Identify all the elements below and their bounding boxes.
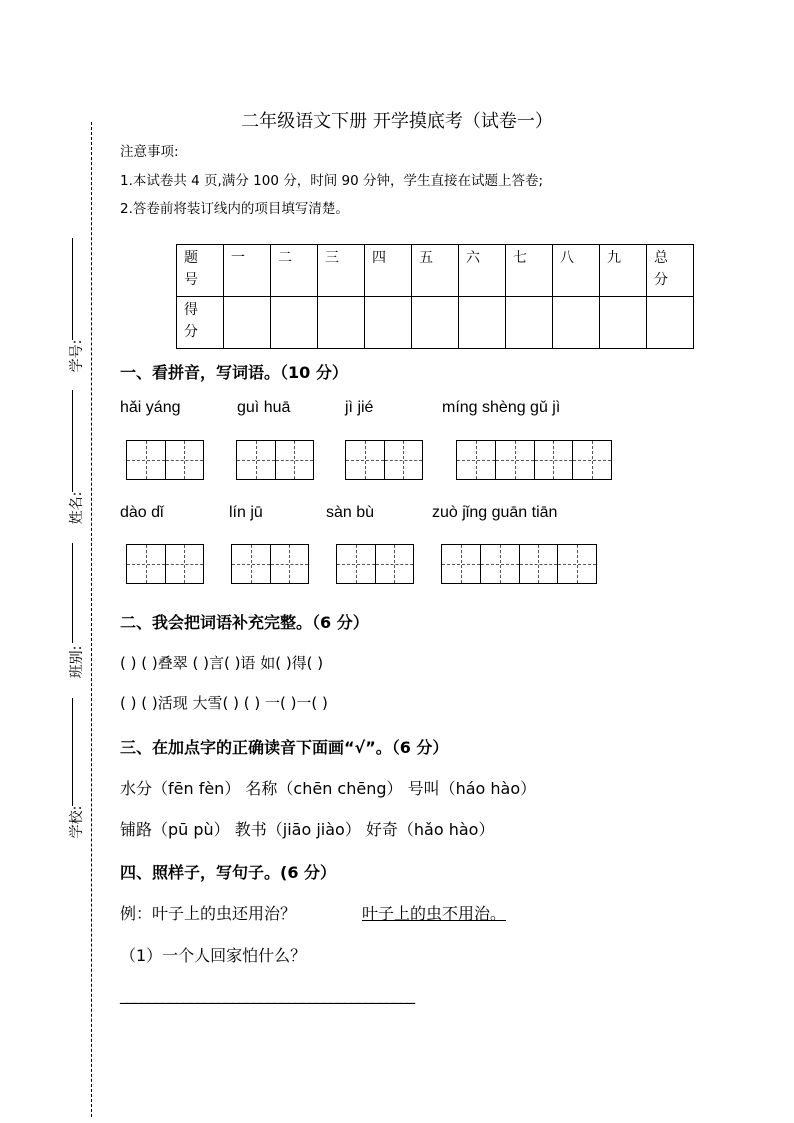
section-3-heading: 三、在加点字的正确读音下面画“√”。（6 分）	[120, 738, 449, 757]
score-header-cell: 八	[553, 245, 600, 297]
writing-box[interactable]	[236, 440, 314, 480]
example-answer: 叶子上的虫不用治。	[362, 904, 507, 923]
pinyin-5: dào dǐ	[120, 504, 164, 521]
score-cell[interactable]	[506, 297, 553, 349]
score-cell[interactable]	[271, 297, 318, 349]
writing-box[interactable]	[126, 440, 204, 480]
section-2-heading: 二、我会把词语补充完整。（6 分）	[120, 613, 369, 632]
notes-heading: 注意事项:	[120, 144, 179, 160]
score-header-cell: 题 号	[177, 245, 224, 297]
section-3-line-1: 水分（fēn fèn） 名称（chēn chēng） 号叫（háo hào）	[120, 779, 537, 798]
score-cell[interactable]	[318, 297, 365, 349]
student-id-rule	[72, 238, 73, 340]
writing-box[interactable]	[441, 544, 597, 584]
writing-box[interactable]	[456, 440, 612, 480]
score-header-cell: 一	[224, 245, 271, 297]
writing-box[interactable]	[231, 544, 309, 584]
score-header-cell: 五	[412, 245, 459, 297]
score-table-header-row	[177, 245, 694, 297]
school-rule	[72, 698, 73, 806]
score-cell[interactable]	[365, 297, 412, 349]
section-2-line-2: ( ) ( )活现 大雪( ) ( ) 一( )一( )	[120, 694, 328, 712]
answer-line[interactable]: __________________________________________	[120, 985, 414, 1004]
score-cell[interactable]	[553, 297, 600, 349]
student-id-label: 学号:	[69, 339, 85, 373]
name-label: 姓名:	[69, 491, 85, 525]
pinyin-2: guì huā	[237, 399, 291, 416]
writing-grid-row-1	[0, 440, 794, 482]
section-4-heading: 四、照样子，写句子。(6 分）	[120, 863, 337, 882]
score-cell[interactable]	[412, 297, 459, 349]
writing-box[interactable]	[336, 544, 414, 584]
school-label: 学校:	[69, 805, 85, 839]
score-header-cell: 总 分	[647, 245, 694, 297]
class-label: 班别:	[69, 645, 85, 679]
question-1: （1）一个人回家怕什么？	[120, 946, 307, 965]
writing-box[interactable]	[345, 440, 423, 480]
notes-line-1: 1.本试卷共 4 页,满分 100 分，时间 90 分钟，学生直接在试题上答卷;	[120, 173, 544, 189]
writing-box[interactable]	[126, 544, 204, 584]
pinyin-7: sàn bù	[326, 504, 375, 521]
score-cell[interactable]	[459, 297, 506, 349]
score-header-cell: 四	[365, 245, 412, 297]
section-2-line-1: ( ) ( )叠翠 ( )言( )语 如( )得( )	[120, 654, 324, 672]
score-table-score-row	[177, 297, 694, 349]
score-header-cell: 七	[506, 245, 553, 297]
score-header-cell: 二	[271, 245, 318, 297]
pinyin-4: míng shèng gǔ jì	[442, 399, 561, 416]
score-cell[interactable]	[224, 297, 271, 349]
binding-line	[91, 122, 92, 1117]
section-3-line-2: 铺路（pū pù） 教书（jiāo jiào） 好奇（hǎo hào）	[120, 820, 495, 839]
score-header-cell: 三	[318, 245, 365, 297]
score-cell[interactable]	[600, 297, 647, 349]
score-row-label: 得 分	[177, 297, 224, 349]
pinyin-3: jì jié	[345, 399, 374, 416]
score-header-cell: 六	[459, 245, 506, 297]
score-table	[176, 244, 694, 349]
pinyin-1: hǎi yáng	[120, 399, 181, 416]
score-cell[interactable]	[647, 297, 694, 349]
pinyin-8: zuò jǐng guān tiān	[432, 504, 558, 521]
score-header-cell: 九	[600, 245, 647, 297]
example-prefix: 例：叶子上的虫还用治？	[120, 904, 297, 923]
section-1-heading: 一、看拼音，写词语。（10 分）	[120, 363, 348, 382]
notes-line-2: 2.答卷前将装订线内的项目填写清楚。	[120, 201, 349, 217]
writing-grid-row-2	[0, 544, 794, 586]
page-title: 二年级语文下册 开学摸底考（试卷一）	[241, 111, 553, 132]
pinyin-6: lín jū	[229, 504, 263, 521]
